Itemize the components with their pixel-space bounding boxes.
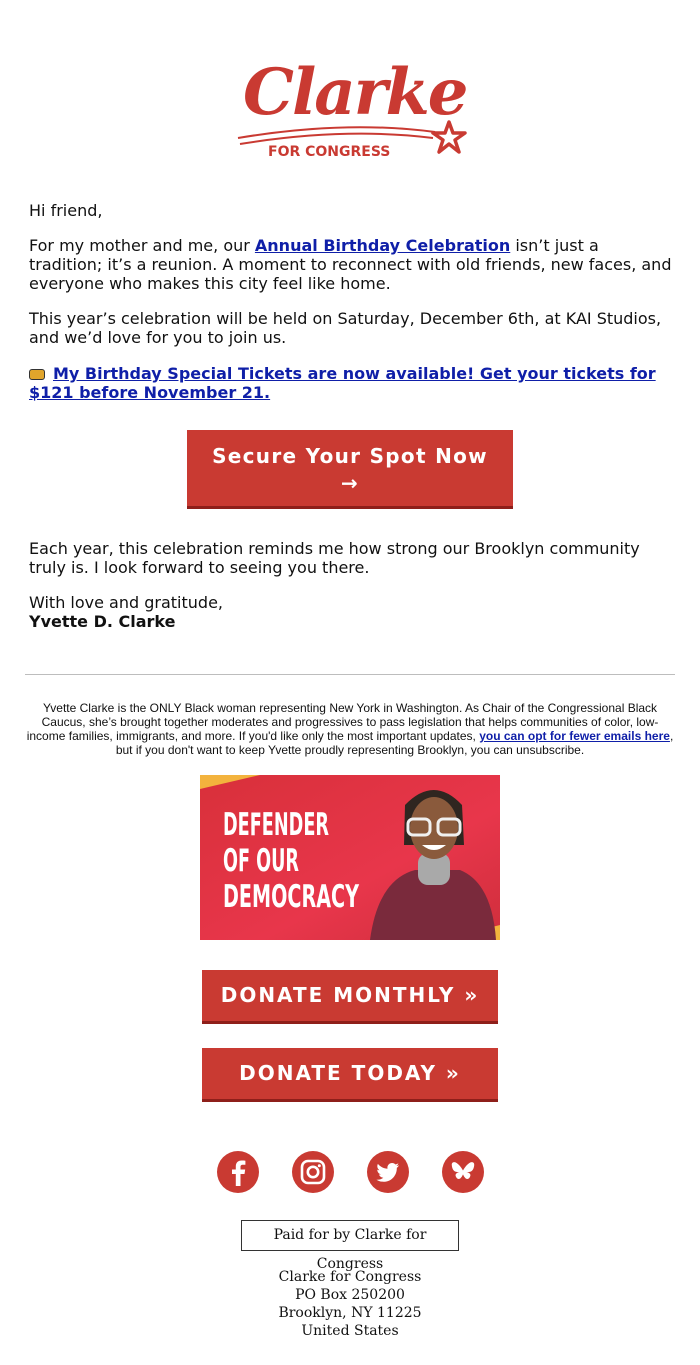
annual-celebration-link[interactable]: Annual Birthday Celebration bbox=[254, 236, 511, 255]
mailing-address bbox=[200, 1268, 500, 1340]
donate-monthly-button[interactable]: DONATE MONTHLY » bbox=[202, 970, 498, 1024]
logo-tagline: FOR CONGRESS bbox=[268, 144, 391, 160]
signoff-block bbox=[29, 593, 674, 631]
ticket-icon bbox=[29, 369, 45, 380]
fewer-emails-link[interactable]: you can opt for fewer emails here bbox=[479, 729, 670, 743]
bluesky-icon[interactable] bbox=[442, 1151, 484, 1193]
intro-after: isn’t just a tradition; it’s a reunion. A moment to reconnect with old friends, new faces, and everyone who makes this city feel like home. bbox=[29, 236, 672, 293]
clarke-logo bbox=[235, 40, 475, 165]
divider bbox=[25, 674, 675, 675]
tickets-line bbox=[29, 364, 674, 402]
closing-text: Each year, this celebration reminds me how strong our Brooklyn community truly is. I look forward to seeing you there. bbox=[29, 539, 640, 577]
donate-today-button[interactable]: DONATE TODAY » bbox=[202, 1048, 498, 1102]
paragraph-details bbox=[29, 309, 674, 347]
paid-for-notice: Paid for by Clarke for Congress bbox=[241, 1220, 459, 1251]
address-org: Clarke for Congress bbox=[278, 1269, 422, 1285]
banner-line1: DEFENDER bbox=[223, 807, 330, 843]
signoff: With love and gratitude, bbox=[29, 593, 223, 612]
logo-name: Clarke bbox=[243, 55, 467, 130]
twitter-icon[interactable] bbox=[367, 1151, 409, 1193]
intro-before: For my mother and me, our bbox=[29, 236, 255, 255]
instagram-icon[interactable] bbox=[292, 1151, 334, 1193]
paragraph-closing bbox=[29, 539, 674, 577]
defender-banner-image[interactable] bbox=[200, 775, 500, 940]
tickets-link[interactable]: My Birthday Special Tickets are now available! Get your tickets for $121 before November 21. bbox=[29, 364, 656, 402]
greeting-text: Hi friend, bbox=[29, 201, 103, 220]
cta-label: Secure Your Spot Now bbox=[212, 444, 488, 468]
disclaimer-after: , but if you don't want to keep Yvette proudly representing Brooklyn, you can unsubscribe. bbox=[115, 729, 674, 757]
banner-line3: DEMOCRACY bbox=[223, 879, 360, 915]
details-text: This year’s celebration will be held on Saturday, December 6th, at KAI Studios, and we’d love for you to join us. bbox=[29, 309, 662, 347]
footer-disclaimer bbox=[25, 701, 675, 757]
address-city: Brooklyn, NY 11225 bbox=[278, 1305, 422, 1321]
greeting bbox=[29, 201, 674, 220]
signature: Yvette D. Clarke bbox=[29, 612, 176, 631]
banner-line2: OF OUR bbox=[223, 843, 300, 879]
address-box: PO Box 250200 bbox=[295, 1287, 405, 1303]
cta-arrow: → bbox=[340, 471, 360, 495]
paragraph-intro bbox=[29, 236, 674, 293]
facebook-icon[interactable] bbox=[217, 1151, 259, 1193]
secure-spot-button[interactable] bbox=[187, 430, 513, 509]
disclaimer-before: Yvette Clarke is the ONLY Black woman representing New York in Washington. As Chair of the Congressional Black Caucus, she’s brought together moderates and progressives to pass legislation that helps communities of color, low-income families, immigrants, and more. If you'd like only the most important updates, bbox=[26, 701, 659, 743]
address-country: United States bbox=[301, 1323, 399, 1339]
